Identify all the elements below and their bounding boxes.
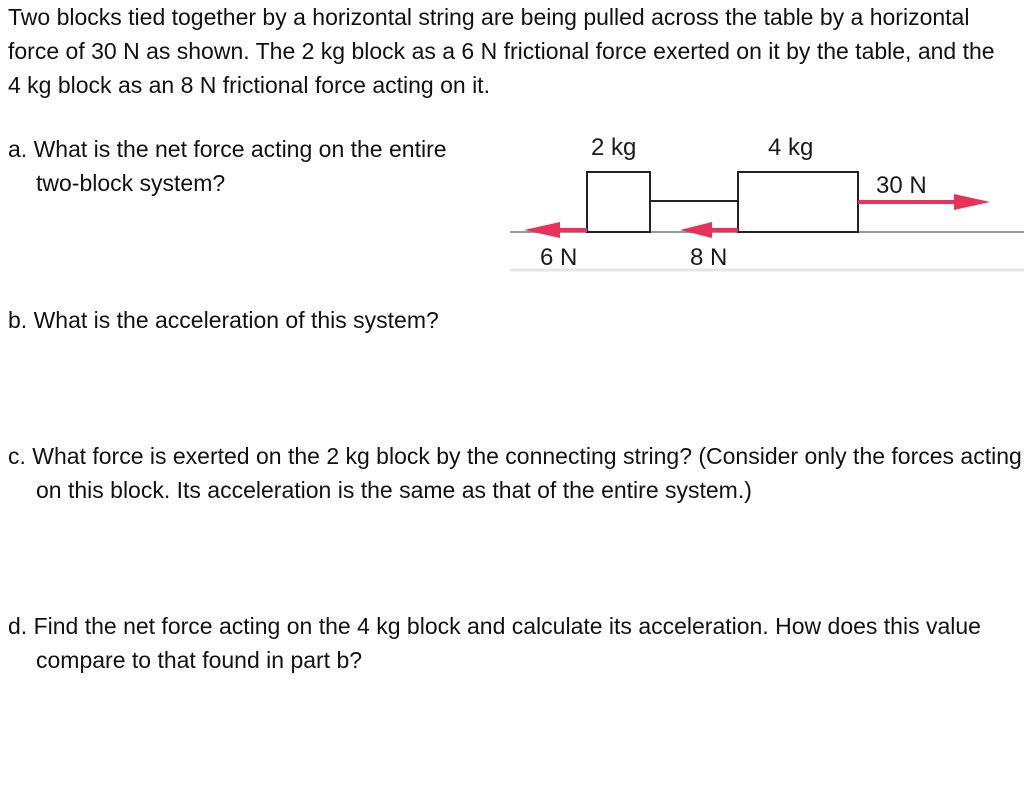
- question-d: d. Find the net force acting on the 4 kg block and calculate its acceleration. How does this value compare to that found in part b?: [8, 613, 981, 673]
- label-8n: 8 N: [690, 244, 728, 271]
- label-2kg: 2 kg: [591, 134, 637, 161]
- friction-8n-arrow-head: [680, 222, 712, 238]
- block-4kg: [738, 172, 858, 232]
- force-diagram: [500, 122, 1024, 282]
- applied-force-arrow-head: [954, 194, 990, 210]
- question-a: a. What is the net force acting on the entire two-block system?: [8, 136, 447, 196]
- friction-6n-arrow-head: [524, 222, 560, 238]
- block-2kg: [587, 172, 650, 232]
- problem-statement: Two blocks tied together by a horizontal string are being pulled across the table by a horizontal force of 30 N as shown. The 2 kg block as a 6 N frictional force exerted on it by the table, and the 4 kg block as an 8 N frictional force acting on it.: [8, 4, 995, 98]
- label-4kg: 4 kg: [768, 134, 814, 161]
- question-b: b. What is the acceleration of this system?: [8, 307, 439, 333]
- label-30n: 30 N: [876, 172, 927, 199]
- question-c: c. What force is exerted on the 2 kg block by the connecting string? (Consider only the forces acting on this block. Its acceleration is the same as that of the entire system.): [8, 443, 1022, 503]
- label-6n: 6 N: [540, 244, 578, 271]
